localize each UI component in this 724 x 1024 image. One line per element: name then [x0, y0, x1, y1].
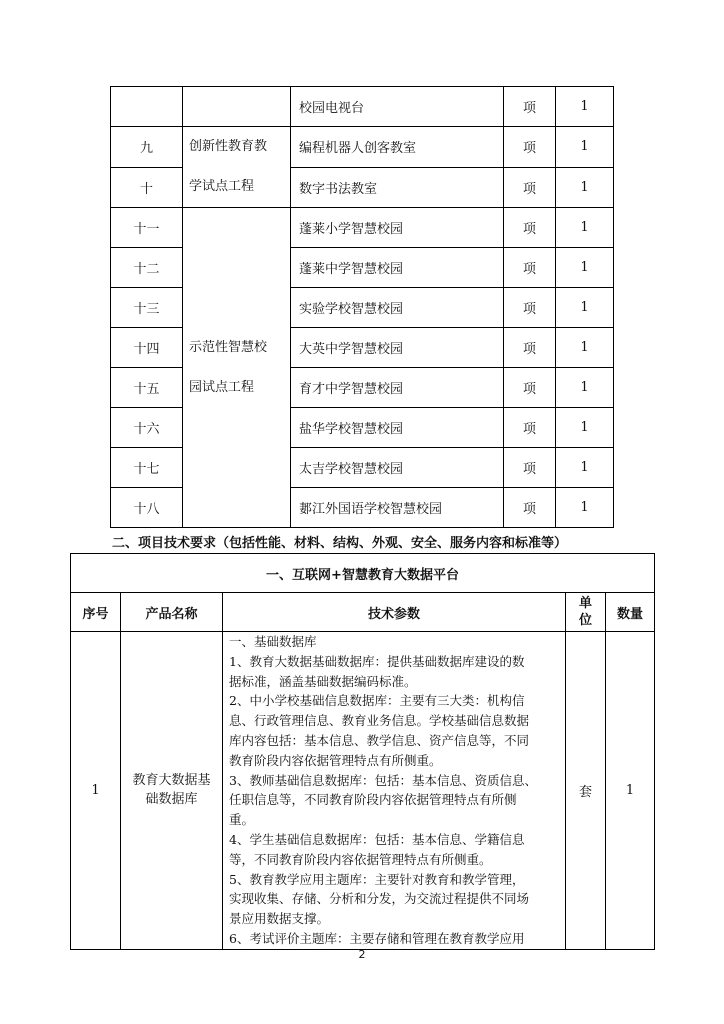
- tech-line: 5、教育教学应用主题库：主要针对教育和教学管理，: [229, 871, 525, 887]
- row-quantity: 1: [556, 208, 614, 248]
- row-tech-params: [223, 632, 566, 950]
- row-unit: 项: [504, 328, 556, 368]
- tech-line: 1、教育大数据基础数据库：提供基础数据库建设的数: [229, 653, 525, 669]
- project-list-table: [110, 86, 614, 528]
- tech-line: 重。: [229, 812, 255, 828]
- tech-line: 一、基础数据库: [229, 634, 317, 649]
- tech-line: 实现收集、存储、分析和分发，为交流过程提供不同场: [229, 891, 530, 907]
- row-quantity: 1: [556, 448, 614, 488]
- table-title: 一、互联网+智慧教育大数据平台: [71, 554, 655, 593]
- category-innovative: [183, 127, 291, 208]
- row-quantity: 1: [556, 368, 614, 408]
- product-name-line: 教育大数据基: [132, 773, 211, 789]
- row-item: 校园电视台: [291, 87, 504, 127]
- category-line: 园试点工程: [189, 379, 255, 395]
- tech-requirements-table: [70, 553, 655, 950]
- row-unit: 套: [566, 632, 606, 950]
- tech-line: 6、考试评价主题库：主要存储和管理在教育教学应用: [229, 930, 525, 946]
- row-quantity: 1: [556, 328, 614, 368]
- row-item: 太吉学校智慧校园: [291, 448, 504, 488]
- row-index: 十四: [111, 328, 183, 368]
- row-item: 蓬莱小学智慧校园: [291, 208, 504, 248]
- table-row: [71, 632, 655, 950]
- row-item: 蓬莱中学智慧校园: [291, 248, 504, 288]
- tech-line: 4、学生基础信息数据库：包括：基本信息、学籍信息: [229, 831, 525, 847]
- row-quantity: 1: [556, 408, 614, 448]
- row-index: 十三: [111, 288, 183, 328]
- header-product: 产品名称: [121, 593, 223, 632]
- row-unit: 项: [504, 208, 556, 248]
- row-index: 十五: [111, 368, 183, 408]
- product-name-line: 础数据库: [145, 792, 198, 808]
- table-row: [111, 127, 614, 168]
- row-item: 数字书法教室: [291, 167, 504, 208]
- row-quantity: 1: [556, 127, 614, 168]
- table-row: [111, 87, 614, 127]
- tech-line: 据标准，涵盖基础数据编码标准。: [229, 673, 417, 689]
- row-index: [111, 87, 183, 127]
- row-quantity: 1: [556, 288, 614, 328]
- row-quantity: 1: [556, 488, 614, 528]
- row-unit: 项: [504, 248, 556, 288]
- row-unit: 项: [504, 127, 556, 168]
- tech-line: 库内容包括：基本信息、教学信息、资产信息等，不同: [229, 732, 530, 748]
- category-smart-campus: [183, 208, 291, 528]
- row-unit: 项: [504, 368, 556, 408]
- row-index: 十八: [111, 488, 183, 528]
- header-unit-line: 位: [578, 613, 592, 628]
- row-item: 编程机器人创客教室: [291, 127, 504, 168]
- row-item: 实验学校智慧校园: [291, 288, 504, 328]
- category-line: 学试点工程: [189, 179, 255, 194]
- row-unit: 项: [504, 288, 556, 328]
- table-row: [111, 208, 614, 248]
- row-index: 十: [111, 167, 183, 208]
- row-unit: 项: [504, 167, 556, 208]
- tech-line: 教育阶段内容依据管理特点有所侧重。: [229, 752, 442, 768]
- row-seq: 1: [71, 632, 121, 950]
- tech-line: 任职信息等，不同教育阶段内容依据管理特点有所侧: [229, 792, 517, 808]
- row-item: 郪江外国语学校智慧校园: [291, 488, 504, 528]
- category-line: 示范性智慧校: [189, 339, 268, 355]
- tech-line: 息、行政管理信息、教育业务信息。学校基础信息数据: [229, 713, 530, 729]
- row-item: 育才中学智慧校园: [291, 368, 504, 408]
- row-index: 十六: [111, 408, 183, 448]
- page-number: 2: [358, 948, 366, 961]
- header-tech: 技术参数: [223, 593, 566, 632]
- row-index: 九: [111, 127, 183, 168]
- tech-line: 2、中小学校基础信息数据库：主要有三大类：机构信: [229, 693, 525, 709]
- row-unit: 项: [504, 488, 556, 528]
- row-quantity: 1: [556, 248, 614, 288]
- row-index: 十二: [111, 248, 183, 288]
- table-header-row: [71, 593, 655, 632]
- row-item: 大英中学智慧校园: [291, 328, 504, 368]
- row-unit: 项: [504, 408, 556, 448]
- table-title-row: [71, 554, 655, 593]
- category-line: 创新性教育教: [189, 139, 268, 154]
- header-seq: 序号: [71, 593, 121, 632]
- row-product-name: [121, 632, 223, 950]
- row-quantity: 1: [556, 167, 614, 208]
- row-unit: 项: [504, 448, 556, 488]
- tech-line: 3、教师基础信息数据库：包括：基本信息、资质信息、: [229, 772, 537, 788]
- section-heading: 二、项目技术要求（包括性能、材料、结构、外观、安全、服务内容和标准等）: [112, 536, 568, 551]
- header-unit: [566, 593, 606, 632]
- header-qty: 数量: [606, 593, 655, 632]
- row-index: 十一: [111, 208, 183, 248]
- row-quantity: 1: [556, 87, 614, 127]
- row-item: 盐华学校智慧校园: [291, 408, 504, 448]
- header-unit-line: 单: [578, 596, 592, 611]
- row-quantity: 1: [606, 632, 655, 950]
- row-index: 十七: [111, 448, 183, 488]
- row-unit: 项: [504, 87, 556, 127]
- category-cell: [183, 87, 291, 127]
- tech-line: 景应用数据支撑。: [229, 911, 330, 927]
- tech-line: 等，不同教育阶段内容依据管理特点有所侧重。: [229, 851, 492, 867]
